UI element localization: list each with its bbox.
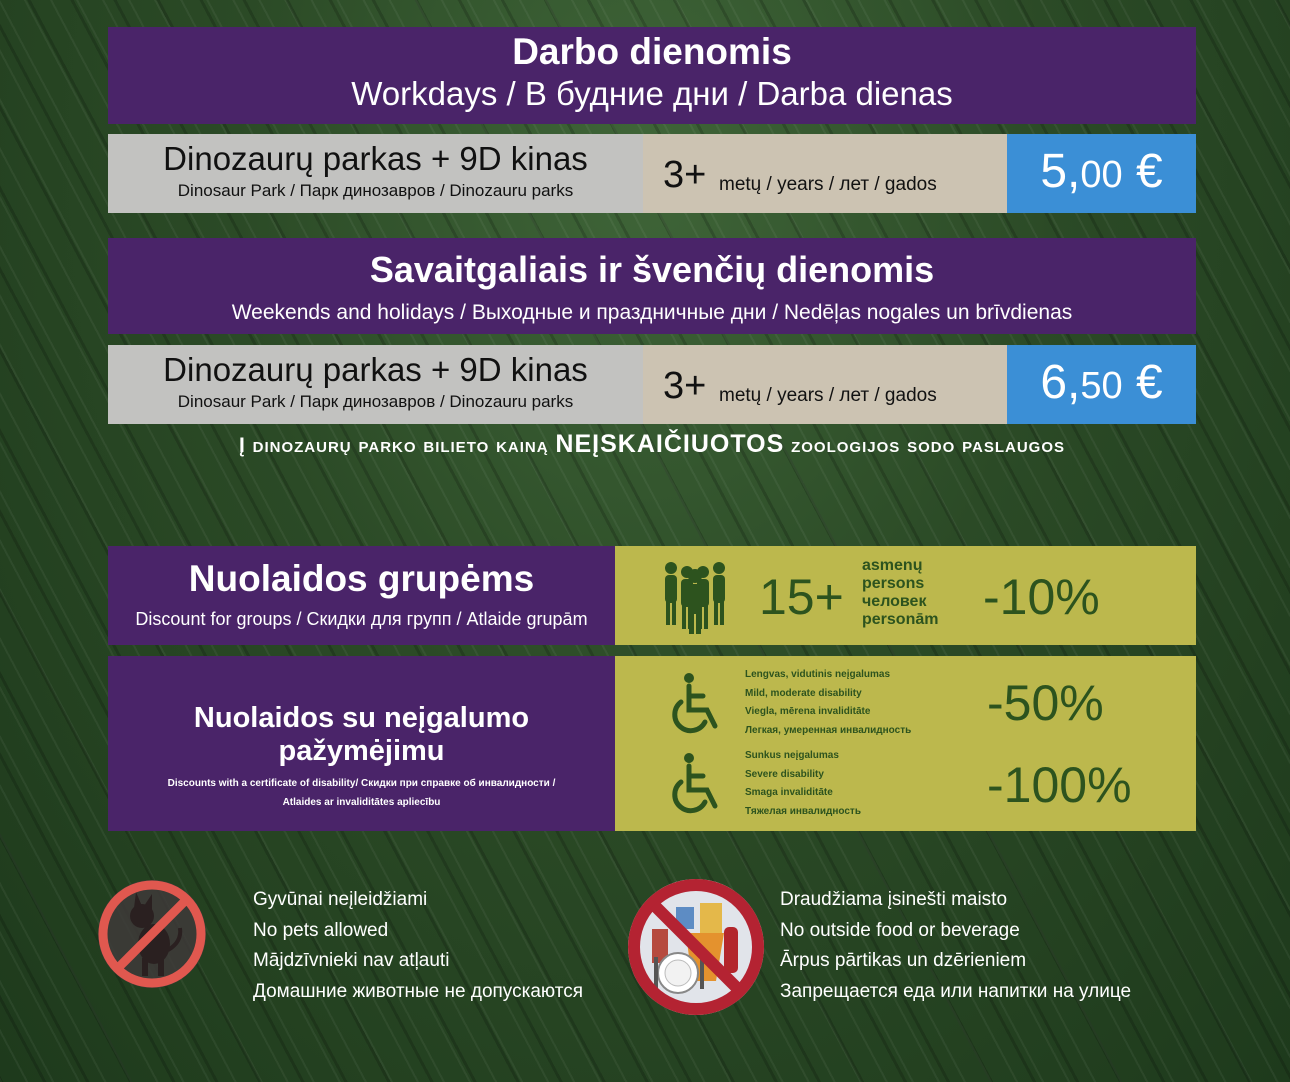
workdays-header — [108, 27, 1196, 124]
wheelchair-icon — [665, 752, 729, 816]
price-cell — [1007, 345, 1196, 424]
ticket-subname: Dinosaur Park / Парк динозавров / Dinozauru parks — [177, 181, 574, 200]
ticket-subname: Dinosaur Park / Парк динозавров / Dinozauru parks — [177, 392, 574, 411]
age-cell — [643, 345, 1007, 424]
tier-severe-discount: -100% — [987, 757, 1132, 813]
disability-discount-subtitle-2: Atlaides ar invaliditātes apliecību — [282, 797, 441, 808]
disability-discount-subtitle-1: Discounts with a certificate of disability/ Скидки при справке об инвалидности / — [167, 778, 556, 789]
ticket-name: Dinozaurų parkas + 9D kinas — [163, 351, 588, 388]
ticket-name: Dinozaurų parkas + 9D kinas — [163, 140, 588, 177]
group-discount-title-box — [108, 546, 615, 645]
no-pets-text: Gyvūnai neįleidžiami No pets allowed Mājdzīvnieki nav atļauti Домашние животные не допускаются — [253, 889, 583, 1002]
tier-severe-text: Sunkus neįgalumas Severe disability Smaga invaliditāte Тяжелая инвалидность — [745, 750, 861, 817]
disability-discount-box — [615, 656, 1196, 831]
group-discount-subtitle: Discount for groups / Скидки для групп / Atlaide grupām — [135, 609, 588, 629]
workdays-title: Darbo dienomis — [512, 31, 792, 72]
age-label: metų / years / лет / gados — [719, 174, 937, 195]
group-persons-label: asmenų persons человек personām — [862, 557, 939, 628]
no-pets-icon — [96, 878, 208, 990]
group-discount-title: Nuolaidos grupėms — [188, 558, 535, 599]
no-food-text: Draudžiama įsinešti maisto No outside food or beverage Ārpus pārtikas un dzērieniem Запрещается еда или напитки на улице — [780, 889, 1132, 1002]
disability-discount-title-box — [108, 656, 615, 831]
price: 5,00 € — [1040, 145, 1163, 198]
group-people-icon — [655, 556, 735, 636]
disability-discount-title: Nuolaidos su neįgalumo pažymėjimu — [193, 702, 530, 767]
group-discount-value: -10% — [983, 569, 1100, 625]
tier-mild-discount: -50% — [987, 675, 1104, 731]
weekends-subtitle: Weekends and holidays / Выходные и праздничные дни / Nedēļas nogales un brīvdienas — [231, 301, 1073, 324]
workdays-ticket-row — [108, 134, 1196, 213]
group-count: 15+ — [759, 569, 844, 625]
tier-mild-text: Lengvas, vidutinis neįgalumas Mild, moderate disability Viegla, mērena invaliditāte Легкая, умеренная инвалидность — [745, 669, 912, 736]
workdays-subtitle: Workdays / В будние дни / Darba dienas — [351, 75, 953, 112]
ticket-name-cell — [108, 345, 643, 424]
wheelchair-icon — [665, 672, 729, 736]
group-discount-box — [615, 546, 1196, 645]
age-label: metų / years / лет / gados — [719, 385, 937, 406]
age-cell — [643, 134, 1007, 213]
no-food-icon — [626, 877, 766, 1017]
ticket-name-cell — [108, 134, 643, 213]
weekends-title: Savaitgaliais ir švenčių dienomis — [369, 249, 935, 290]
price: 6,50 € — [1040, 356, 1163, 409]
age-value: 3+ — [663, 154, 707, 196]
weekends-header — [108, 238, 1196, 334]
weekends-ticket-row — [108, 345, 1196, 424]
price-cell — [1007, 134, 1196, 213]
zoo-services-note: Į dinozaurų parko bilieto kainą NEĮSKAIČIUOTOS zoologijos sodo paslaugos — [238, 430, 1066, 458]
age-value: 3+ — [663, 365, 707, 407]
